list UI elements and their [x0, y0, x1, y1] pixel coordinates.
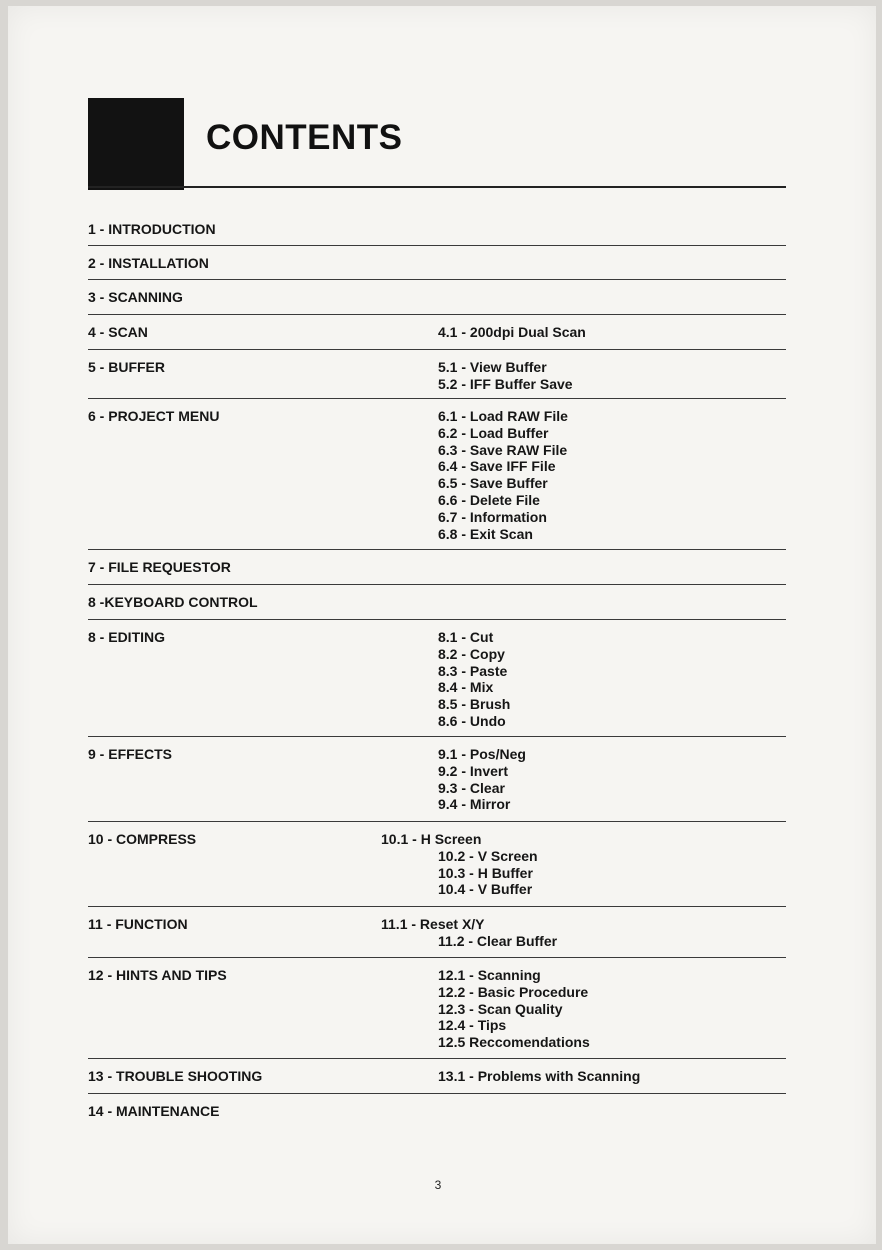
toc-subsection-item: 11.2 - Clear Buffer: [438, 932, 558, 949]
toc-subsection-list: [438, 594, 786, 619]
title-divider: [88, 186, 786, 188]
toc-subsection-item: 9.3 - Clear: [438, 779, 505, 796]
toc-subsection-item: 10.4 - V Buffer: [438, 881, 533, 898]
toc-entry: [88, 350, 786, 399]
toc-subsection-item: 5.2 - IFF Buffer Save: [438, 375, 573, 392]
toc-subsection-item: 10.3 - H Buffer: [438, 864, 533, 881]
toc-subsection-list: [438, 324, 786, 349]
toc-subsection-item: 8.1 - Cut: [438, 629, 494, 645]
toc-entry: [88, 822, 786, 907]
toc-entry: [88, 958, 786, 1059]
toc-subsection-item: 10.1 - H Screen: [381, 831, 482, 847]
toc-subsection-list: [438, 967, 786, 1058]
toc-subsection-item: 13.1 - Problems with Scanning: [438, 1068, 641, 1084]
toc-subsection-item: 12.3 - Scan Quality: [438, 1000, 563, 1017]
toc-subsection-list: [438, 408, 786, 549]
toc-entry: [88, 280, 786, 315]
toc-subsection-list: [438, 289, 786, 314]
toc-subsection-list: [438, 359, 786, 398]
toc-entry: [88, 246, 786, 280]
toc-subsection-list: [381, 916, 786, 957]
toc-subsection-item: 6.5 - Save Buffer: [438, 475, 548, 492]
toc-entry: [88, 399, 786, 550]
toc-subsection-item: 12.4 - Tips: [438, 1017, 507, 1034]
toc-subsection-item: 8.5 - Brush: [438, 696, 511, 713]
toc-subsection-item: 12.2 - Basic Procedure: [438, 983, 589, 1000]
toc-subsection-list: [438, 746, 786, 821]
toc-subsection-item: 6.7 - Information: [438, 508, 547, 525]
toc-entry: [88, 907, 786, 958]
toc-subsection-item: 11.1 - Reset X/Y: [381, 916, 485, 932]
toc-subsection-item: 6.6 - Delete File: [438, 491, 540, 508]
toc-entry: [88, 620, 786, 737]
toc-subsection-list: [438, 1068, 786, 1093]
header-black-block: [88, 98, 184, 190]
toc-entry: [88, 315, 786, 350]
page-number: 3: [434, 1178, 442, 1192]
toc-subsection-item: 10.2 - V Screen: [438, 847, 538, 864]
toc-section-label: 8 -KEYBOARD CONTROL: [88, 594, 258, 610]
toc-subsection-item: 5.1 - View Buffer: [438, 359, 547, 375]
toc-entry: [88, 1094, 786, 1128]
toc-section-label: 9 - EFFECTS: [88, 746, 173, 762]
toc-section-label: 13 - TROUBLE SHOOTING: [88, 1068, 263, 1084]
toc-section-label: 6 - PROJECT MENU: [88, 408, 220, 424]
toc-entry: [88, 550, 786, 585]
toc-subsection-list: [381, 831, 786, 906]
toc-section-label: 4 - SCAN: [88, 324, 148, 340]
toc-subsection-item: 8.2 - Copy: [438, 645, 505, 662]
toc-section-label: 8 - EDITING: [88, 629, 166, 645]
toc-subsection-item: 8.4 - Mix: [438, 679, 494, 696]
toc-subsection-item: 9.2 - Invert: [438, 762, 509, 779]
toc-section-label: 5 - BUFFER: [88, 359, 165, 375]
toc-section-label: 1 - INTRODUCTION: [88, 221, 216, 237]
toc-section-label: 11 - FUNCTION: [88, 916, 188, 932]
toc-entry: [88, 212, 786, 246]
page-title: CONTENTS: [206, 118, 403, 157]
toc-subsection-list: [438, 1103, 786, 1128]
toc-subsection-item: 9.4 - Mirror: [438, 796, 511, 813]
table-of-contents: [88, 212, 786, 1128]
manual-page: [8, 6, 876, 1244]
toc-entry: [88, 737, 786, 822]
toc-subsection-item: 6.2 - Load Buffer: [438, 424, 549, 441]
toc-entry: [88, 1059, 786, 1094]
toc-section-label: 14 - MAINTENANCE: [88, 1103, 220, 1119]
toc-subsection-item: 6.8 - Exit Scan: [438, 525, 533, 542]
toc-section-label: 7 - FILE REQUESTOR: [88, 559, 231, 575]
toc-subsection-item: 12.5 Reccomendations: [438, 1034, 590, 1051]
toc-subsection-item: 6.3 - Save RAW File: [438, 441, 568, 458]
toc-subsection-list: [438, 221, 786, 245]
toc-subsection-item: 12.1 - Scanning: [438, 967, 541, 983]
toc-section-label: 3 - SCANNING: [88, 289, 183, 305]
toc-subsection-item: 6.4 - Save IFF File: [438, 458, 556, 475]
toc-section-label: 12 - HINTS AND TIPS: [88, 967, 227, 983]
toc-entry: [88, 585, 786, 620]
toc-subsection-item: 9.1 - Pos/Neg: [438, 746, 526, 762]
toc-subsection-list: [438, 255, 786, 279]
toc-section-label: 2 - INSTALLATION: [88, 255, 209, 271]
toc-subsection-item: 8.3 - Paste: [438, 662, 508, 679]
toc-subsection-list: [438, 559, 786, 584]
toc-subsection-item: 4.1 - 200dpi Dual Scan: [438, 324, 586, 340]
toc-subsection-item: 6.1 - Load RAW File: [438, 408, 568, 424]
toc-subsection-item: 8.6 - Undo: [438, 712, 506, 729]
toc-section-label: 10 - COMPRESS: [88, 831, 197, 847]
toc-subsection-list: [438, 629, 786, 736]
